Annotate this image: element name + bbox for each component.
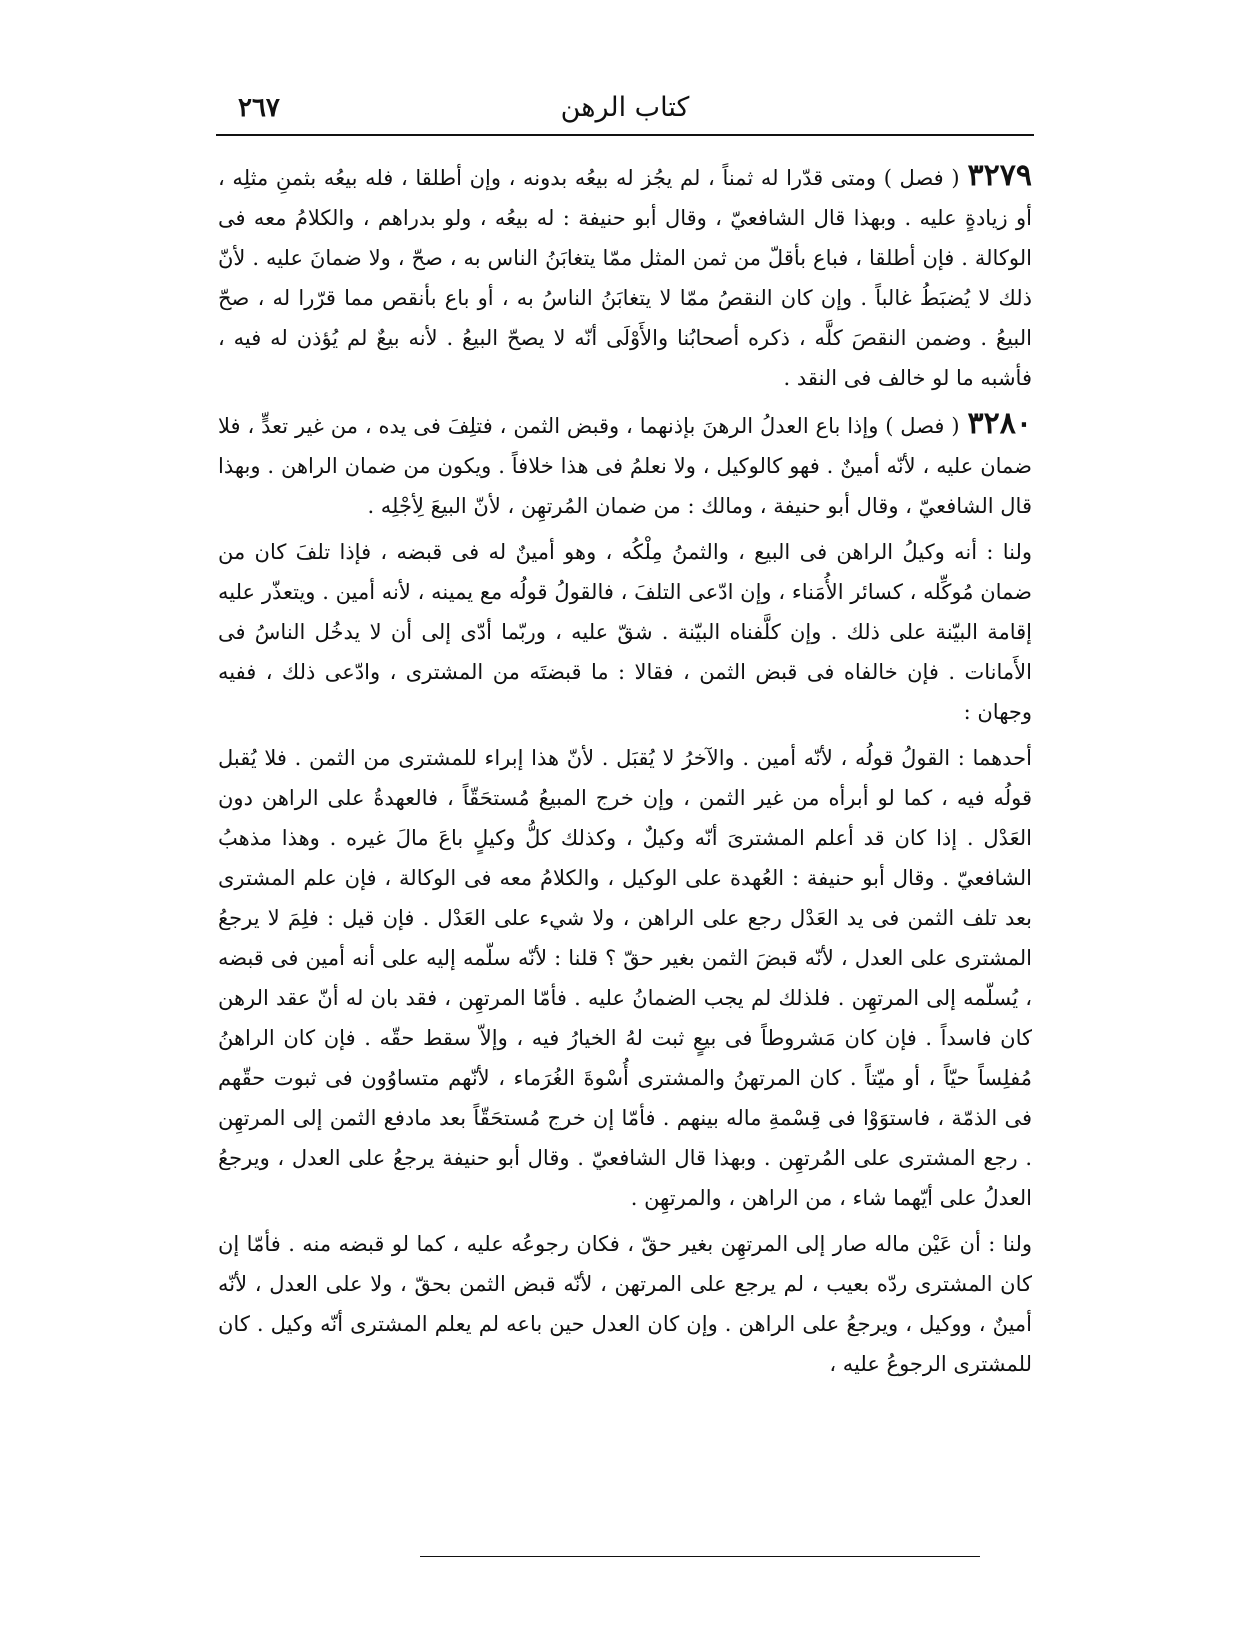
- paragraph-text: أحدهما : القولُ قولُه ، لأنّه أمين . والآخرُ لا يُقبَل . لأنّ هذا إبراء للمشترى من الثمن . فلا يُقبل قولُه فيه ، كما لو أبرأه من غير الثمن ، وإن خرج المبيعُ مُستحَقّاً ، فالعهدةُ على الراهن دون العَدْل . إذا كان قد أعلم المشترىَ أنّه وكيلٌ ، وكذلك كلُّ وكيلٍ باعَ مالَ غيره . وهذا مذهبُ الشافعيّ . وقال أبو حنيفة : العُهدة على الوكيل ، والكلامُ معه فى الوكالة ، فإن علم المشترى بعد تلف الثمن فى يد العَدْل رجع على الراهن ، ولا شيء على العَدْل . فإن قيل : فلِمَ لا يرجعُ المشترى على العدل ، لأنّه قبضَ الثمن بغير حقّ ؟ قلنا : لأنّه سلّمه إليه على أنه أمين فى قبضه ، يُسلّمه إلى المرتهِن . فلذلك لم يجب الضمانُ عليه . فأمّا المرتهِن ، فقد بان له أنّ عقد الرهن كان فاسداً . فإن كان مَشروطاً فى بيعٍ ثبت لهُ الخيارُ فيه ، وإلاّ سقط حقّه . فإن كان الراهنُ مُفلِساً حيّاً ، أو ميّتاً . كان المرتهنُ والمشترى أُسْوةَ الغُرَماء ، لأنّهم متساوُون فى ثبوت حقّهم فى الذمّة ، فاستوَوْا فى قِسْمةِ ماله بينهم . فأمّا إن خرج مُستحَقّاً بعد مادفع الثمن إلى المرتهِن . رجع المشترى على المُرتهِن . وبهذا قال الشافعيّ . وقال أبو حنيفة يرجعُ على العدل ، ويرجعُ العدلُ على أيّهما شاء ، من الراهن ، والمرتهِن .: [218, 746, 1032, 1210]
- paragraph: [218, 404, 1032, 526]
- paragraph-text: ( فصل ) ومتى قدّرا له ثمناً ، لم يجُز له بيعُه بدونه ، وإن أطلقا ، فله بيعُه بثمنِ مثلِه ، أو زيادةٍ عليه . وبهذا قال الشافعيّ ، وقال أبو حنيفة : له بيعُه ، ولو بدراهم ، والكلامُ معه فى الوكالة . فإن أطلقا ، فباع بأقلّ من ثمن المثل ممّا يتغابَنُ الناس به ، صحّ ، ولا ضمانَ عليه . لأنّ ذلك لا يُضبَطُ غالباً . وإن كان النقصُ ممّا لا يتغابَنُ الناسُ به ، أو باع بأنقص مما قرّرا له ، صحّ البيعُ . وضمن النقصَ كلَّه ، ذكره أصحابُنا والأَوْلَى أنّه لا يصحّ البيعُ . لأنه بيعٌ لم يُؤذن له فيه ، فأشبه ما لو خالف فى النقد .: [218, 166, 1032, 390]
- paragraph-text: ولنا : أنه وكيلُ الراهن فى البيع ، والثمنُ مِلْكُه ، وهو أمينٌ له فى قبضه ، فإذا تلفَ كان من ضمان مُوكِّله ، كسائر الأُمَناء ، وإن ادّعى التلفَ ، فالقولُ قولُه مع يمينه ، لأنه أمين . ويتعذّر عليه إقامة البيّنة على ذلك . وإن كلَّفناه البيّنة . شقّ عليه ، وربّما أدّى إلى أن لا يدخُل الناسُ فى الأَمانات . فإن خالفاه فى قبض الثمن ، فقالا : ما قبضتَه من المشترى ، وادّعى ذلك ، ففيه وجهان :: [218, 540, 1032, 724]
- page-number: ٢٦٧: [238, 93, 280, 123]
- header-rule: [216, 134, 1034, 136]
- paragraph-text: ( فصل ) وإذا باع العدلُ الرهنَ بإذنهما ، وقبض الثمن ، فتلِفَ فى يده ، من غير تعدٍّ ، فلا ضمان عليه ، لأنّه أمينٌ . فهو كالوكيل ، ولا نعلمُ فى هذا خلافاً . ويكون من ضمان الراهن . وبهذا قال الشافعيّ ، وقال أبو حنيفة ، ومالك : من ضمان المُرتهِن ، لأنّ البيعَ لِأجْلِه .: [218, 414, 1032, 518]
- section-number: ٣٢٨٠: [967, 406, 1032, 441]
- paragraph: [218, 738, 1032, 1218]
- paragraph: [218, 156, 1032, 398]
- section-number: ٣٢٧٩: [967, 158, 1032, 193]
- paragraph: [218, 532, 1032, 732]
- paragraph: [218, 1224, 1032, 1384]
- page-header: [216, 90, 1034, 132]
- footer-rule: [420, 1556, 980, 1557]
- body-text: [218, 156, 1032, 1384]
- paragraph-text: ولنا : أن عَيْن ماله صار إلى المرتهِن بغير حقّ ، فكان رجوعُه عليه ، كما لو قبضه منه . فأمّا إن كان المشترى ردّه بعيب ، لم يرجع على المرتهن ، لأنّه قبض الثمن بحقّ ، ولا على العدل ، لأنّه أمينٌ ، ووكيل ، ويرجعُ على الراهن . وإن كان العدل حين باعه لم يعلم المشترى أنّه وكيل . كان للمشترى الرجوعُ عليه ،: [218, 1232, 1032, 1376]
- running-title: كتاب الرهن: [560, 92, 690, 123]
